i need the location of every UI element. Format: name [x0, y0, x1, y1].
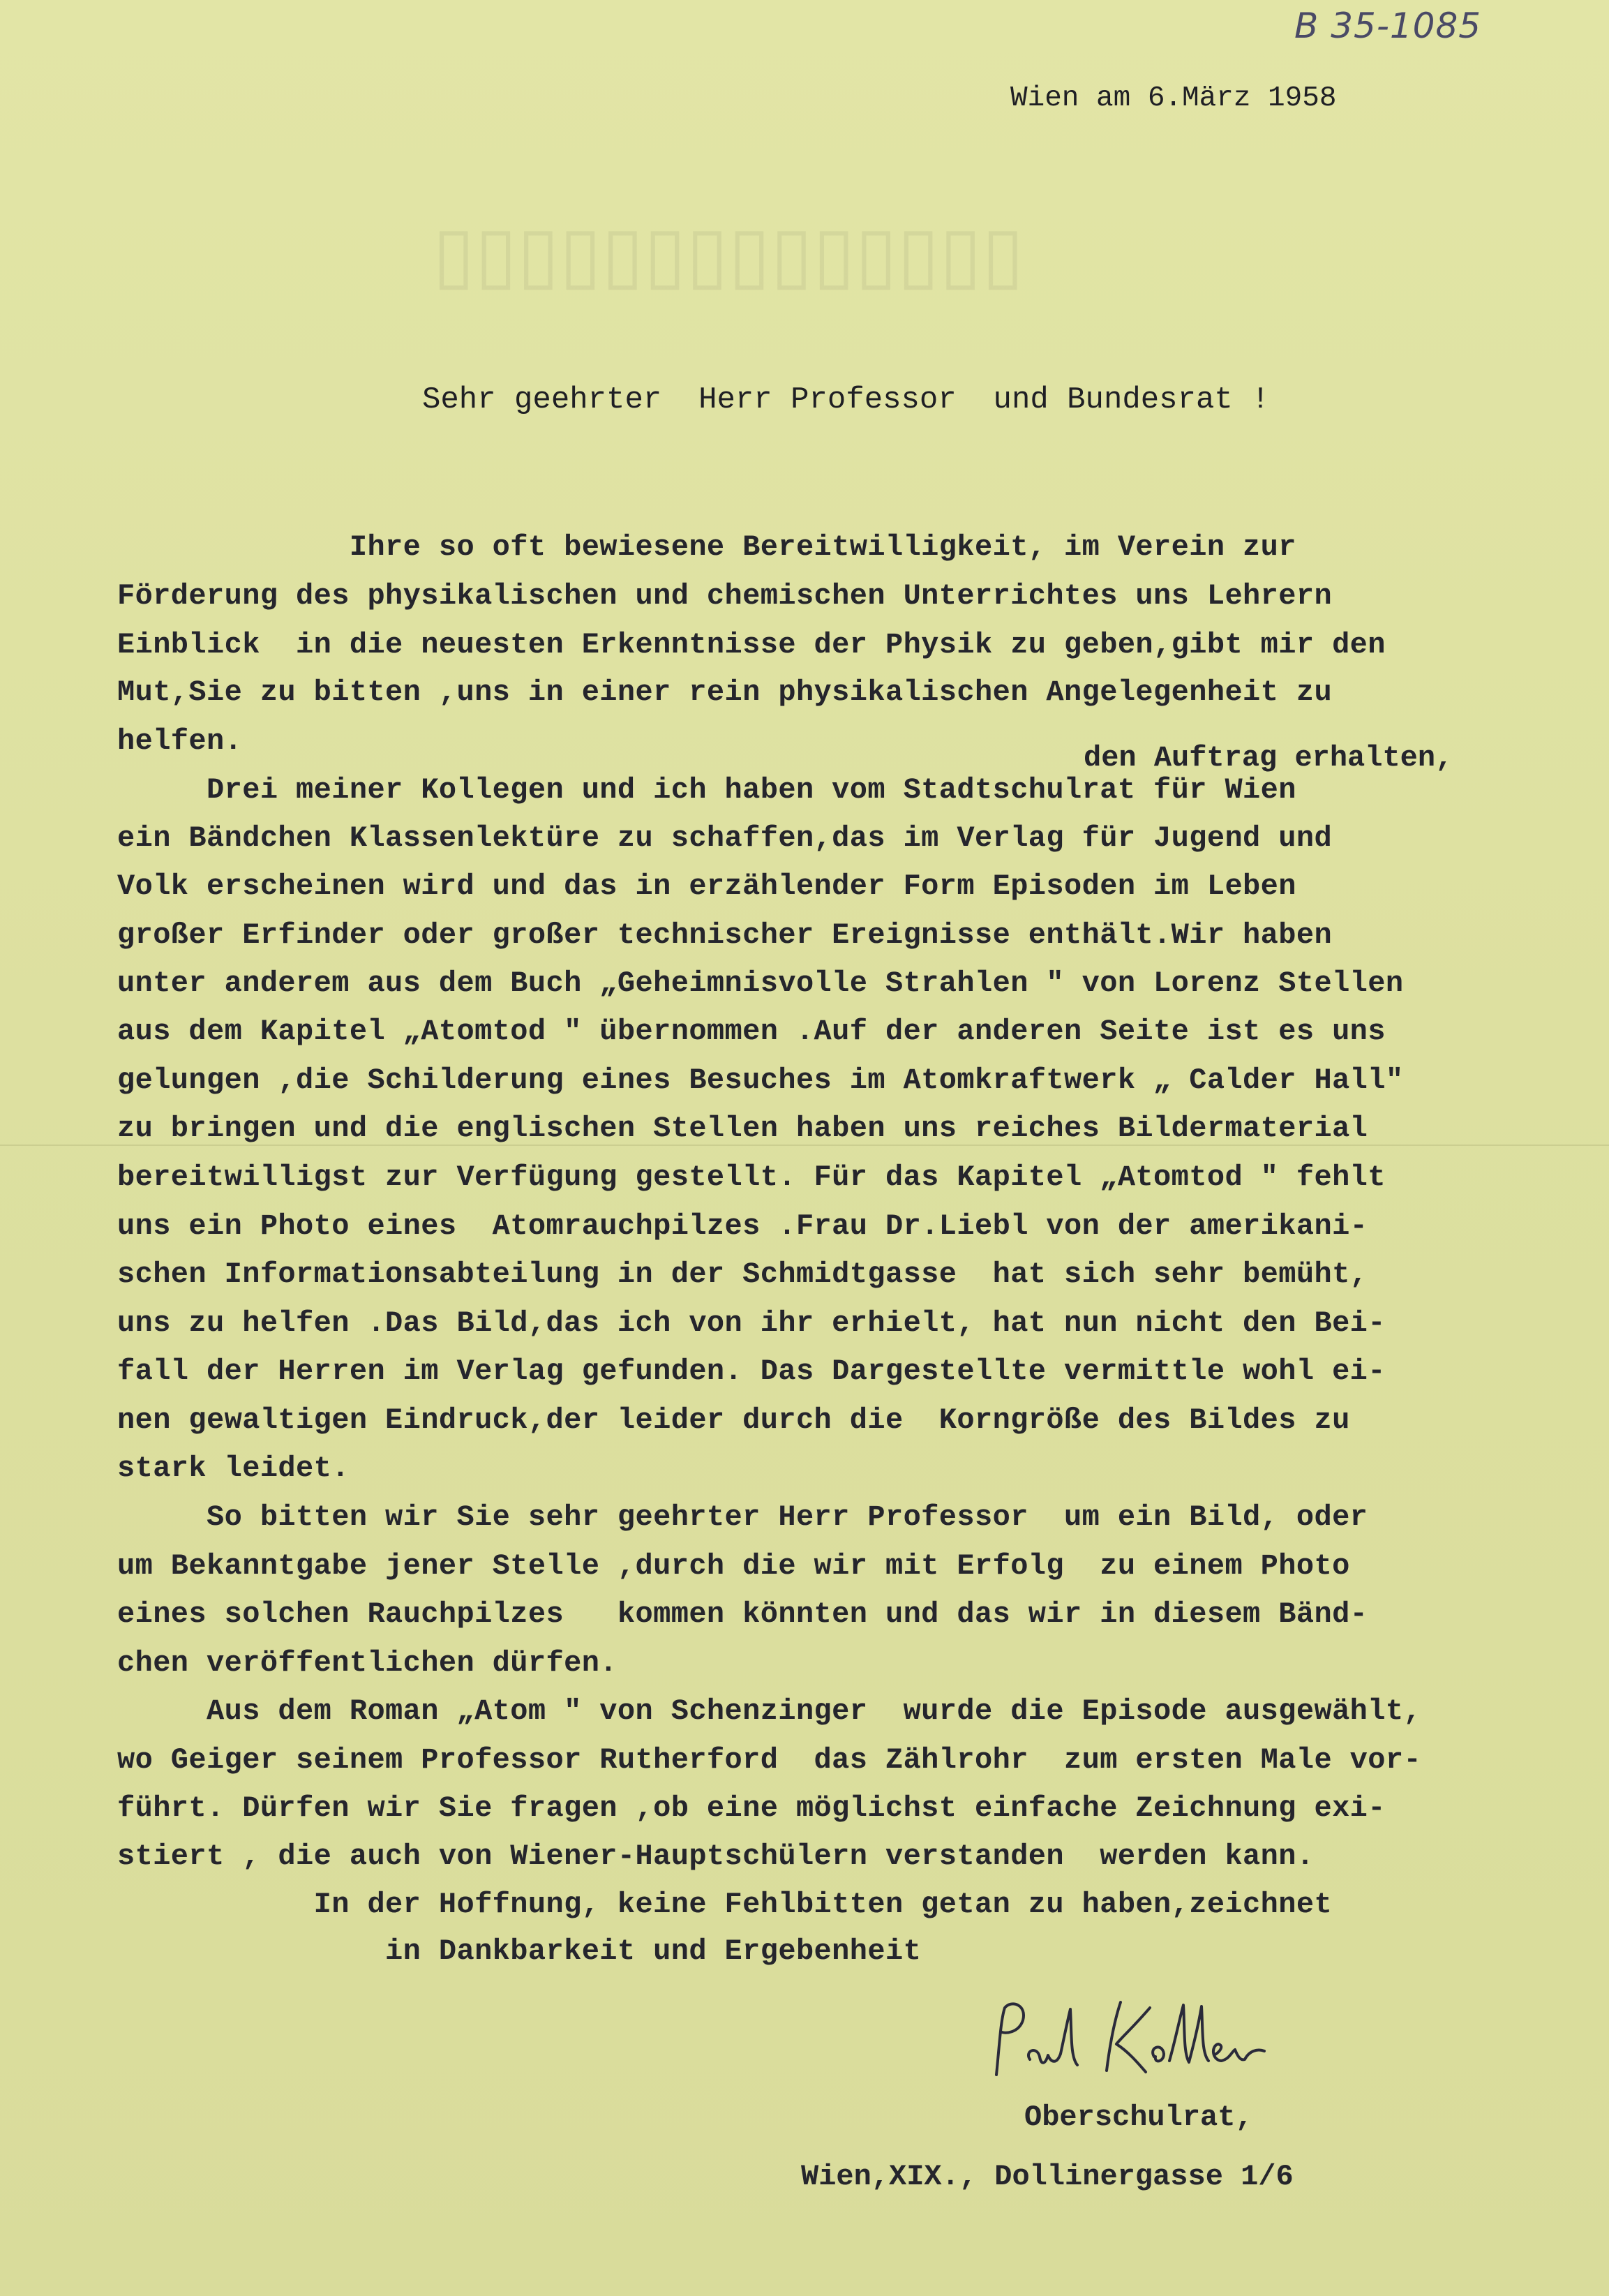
body-line: stark leidet. [117, 1452, 350, 1485]
handwritten-insert: den Auftrag erhalten, [1084, 741, 1453, 775]
body-line: stiert , die auch von Wiener-Hauptschülern verstanden werden kann. [117, 1840, 1315, 1873]
body-line: bereitwilligst zur Verfügung gestellt. Für das Kapitel „Atomtod " fehlt [117, 1161, 1386, 1194]
body-line: uns zu helfen .Das Bild,das ich von ihr erhielt, hat nun nicht den Bei- [117, 1306, 1386, 1340]
body-line: großer Erfinder oder großer technischer Ereignisse enthält.Wir haben [117, 918, 1333, 952]
salutation: Sehr geehrter Herr Professor und Bundesrat ! [422, 382, 1270, 417]
show-through-text: ▯▯▯▯▯▯▯▯▯▯▯▯▯▯ [433, 212, 1024, 297]
body-line: nen gewaltigen Eindruck,der leider durch die Korngröße des Bildes zu [117, 1403, 1350, 1437]
body-line: führt. Dürfen wir Sie fragen ,ob eine möglichst einfache Zeichnung exi- [117, 1791, 1386, 1825]
body-line: Ihre so oft bewiesene Bereitwilligkeit, im Verein zur [117, 530, 1296, 564]
body-line: eines solchen Rauchpilzes kommen könnten und das wir in diesem Bänd- [117, 1597, 1368, 1631]
body-line: zu bringen und die englischen Stellen haben uns reiches Bildermaterial [117, 1112, 1368, 1145]
body-line: unter anderem aus dem Buch „Geheimnisvolle Strahlen " von Lorenz Stellen [117, 967, 1404, 1000]
body-line: Mut,Sie zu bitten ,uns in einer rein physikalischen Angelegenheit zu [117, 676, 1333, 709]
date-line: Wien am 6.März 1958 [1010, 82, 1337, 114]
body-line: In der Hoffnung, keine Fehlbitten getan zu haben,zeichnet [117, 1888, 1333, 1921]
body-line: chen veröffentlichen dürfen. [117, 1646, 618, 1680]
body-line: gelungen ,die Schilderung eines Besuches im Atomkraftwerk „ Calder Hall" [117, 1064, 1404, 1097]
body-line: ein Bändchen Klassenlektüre zu schaffen,das im Verlag für Jugend und [117, 821, 1333, 855]
body-line: Aus dem Roman „Atom " von Schenzinger wurde die Episode ausgewählt, [117, 1694, 1422, 1728]
body-line: Förderung des physikalischen und chemischen Unterrichtes uns Lehrern [117, 579, 1333, 613]
signatory-title: Oberschulrat, [1024, 2101, 1253, 2134]
body-line: aus dem Kapitel „Atomtod " übernommen .Auf der anderen Seite ist es uns [117, 1015, 1386, 1048]
signature-image [984, 1992, 1277, 2083]
body-line: helfen. [117, 724, 243, 758]
body-line: Drei meiner Kollegen und ich haben vom Stadtschulrat für Wien [117, 773, 1296, 807]
body-line: um Bekanntgabe jener Stelle ,durch die wir mit Erfolg zu einem Photo [117, 1549, 1350, 1583]
body-line: uns ein Photo eines Atomrauchpilzes .Frau Dr.Liebl von der amerikani- [117, 1209, 1368, 1243]
body-line: schen Informationsabteilung in der Schmidtgasse hat sich sehr bemüht, [117, 1258, 1368, 1291]
body-line: Einblick in die neuesten Erkenntnisse der Physik zu geben,gibt mir den [117, 628, 1386, 662]
body-line: So bitten wir Sie sehr geehrter Herr Professor um ein Bild, oder [117, 1500, 1368, 1534]
body-line: wo Geiger seinem Professor Rutherford das Zählrohr zum ersten Male vor- [117, 1743, 1422, 1777]
sender-address: Wien,XIX., Dollinergasse 1/6 [801, 2160, 1294, 2193]
body-line: in Dankbarkeit und Ergebenheit [117, 1935, 922, 1968]
archive-number: B 35-1085 [1294, 6, 1482, 46]
body-line: fall der Herren im Verlag gefunden. Das Dargestellte vermittle wohl ei- [117, 1355, 1386, 1388]
body-line: Volk erscheinen wird und das in erzählender Form Episoden im Leben [117, 870, 1296, 903]
